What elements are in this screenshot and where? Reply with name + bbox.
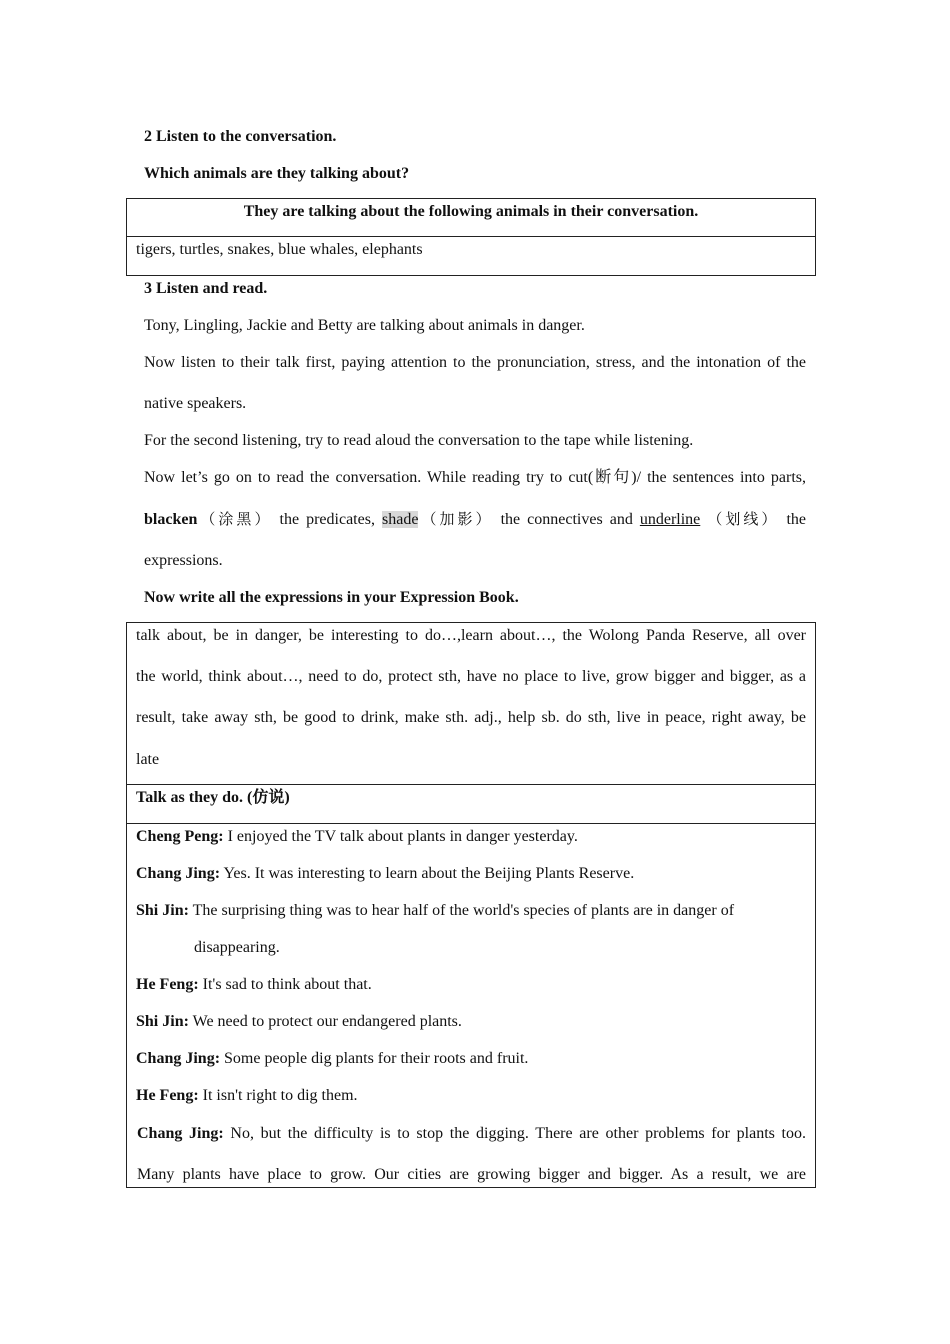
dialogue-text: Many plants have place to grow. Our cities are growing bigger and bigger. As a result, we are: [137, 1166, 806, 1183]
dialogue-line: [137, 1124, 806, 1144]
dialogue-line: [136, 1086, 358, 1106]
section2-question: Which animals are they talking about?: [144, 165, 410, 182]
dialogue-text: I enjoyed the TV talk about plants in danger yesterday.: [223, 828, 578, 845]
dialogue-text: No, but the difficulty is to stop the digging. There are other problems for plants too.: [223, 1125, 807, 1142]
expressions-line-2: the world, think about…, need to do, protect sth, have no place to live, grow bigger and bigger, as a: [136, 668, 806, 685]
connectives-text: the connectives and: [500, 511, 633, 528]
dialogue-line: [136, 1012, 462, 1032]
animals-table-answer: tigers, turtles, snakes, blue whales, elephants: [136, 241, 423, 258]
speaker-name: He Feng:: [136, 976, 199, 993]
write-instruction: Now write all the expressions in your Expression Book.: [144, 589, 519, 606]
speaker-name: Shi Jin:: [136, 1013, 189, 1030]
predicates-text: the predicates,: [279, 511, 375, 528]
table-divider: [126, 236, 816, 237]
speaker-name: Chang Jing:: [137, 1125, 224, 1142]
dialogue-line: [136, 827, 578, 847]
dialogue-text: The surprising thing was to hear half of the world's species of plants are in danger of: [188, 902, 735, 919]
dialogue-text: It isn't right to dig them.: [198, 1087, 358, 1104]
table-divider-2: [126, 823, 816, 824]
animals-table-header: They are talking about the following animals in their conversation.: [243, 203, 699, 220]
underline-cn: （划线）: [707, 510, 780, 528]
speaker-name: He Feng:: [136, 1087, 199, 1104]
section3-paragraph-3: For the second listening, try to read aloud the conversation to the tape while listening.: [144, 432, 694, 449]
the-word: the: [786, 511, 806, 528]
dialogue-text: We need to protect our endangered plants.: [188, 1013, 462, 1030]
expressions-line-3: result, take away sth, be good to drink, make sth. adj., help sb. do sth, live in peace, right away, be: [136, 709, 806, 726]
expressions-line-1: talk about, be in danger, be interesting to do…,learn about…, the Wolong Panda Reserve, all over: [136, 627, 806, 644]
dialogue-line: [136, 975, 372, 995]
shade-cn: （加影）: [418, 510, 494, 528]
section3-paragraph-1: Tony, Lingling, Jackie and Betty are talking about animals in danger.: [144, 317, 585, 334]
dialogue-text: Yes. It was interesting to learn about the Beijing Plants Reserve.: [220, 865, 635, 882]
speaker-name: Shi Jin:: [136, 902, 189, 919]
shade-word: shade: [381, 511, 419, 528]
section3-title: 3 Listen and read.: [144, 280, 268, 297]
dialogue-text: Some people dig plants for their roots and fruit.: [220, 1050, 529, 1067]
underline-word: underline: [639, 511, 701, 528]
section3-paragraph-4-line3: expressions.: [144, 552, 223, 569]
blacken-word: blacken: [144, 511, 198, 528]
dialogue-text: disappearing.: [194, 939, 280, 956]
blacken-cn: （涂黑）: [197, 510, 273, 528]
speaker-name: Chang Jing:: [136, 1050, 221, 1067]
speaker-name: Cheng Peng:: [136, 828, 224, 845]
dialogue-text: It's sad to think about that.: [198, 976, 372, 993]
section3-paragraph-2-line2: native speakers.: [144, 395, 247, 412]
dialogue-line: [136, 864, 634, 884]
dialogue-line-continued: [137, 1165, 806, 1185]
table-divider-1: [126, 784, 816, 785]
dialogue-line-continued: [194, 938, 280, 958]
section3-paragraph-4-line1: Now let’s go on to read the conversation. While reading try to cut(断句)/ the sentences into parts,: [144, 469, 806, 486]
dialogue-line: [136, 1049, 528, 1069]
talk-heading: Talk as they do. (仿说): [136, 789, 290, 806]
expressions-line-4: late: [136, 751, 160, 768]
speaker-name: Chang Jing:: [136, 865, 221, 882]
section3-paragraph-4-line2: [144, 509, 806, 530]
section3-paragraph-2-line1: Now listen to their talk first, paying attention to the pronunciation, stress, and the intonation of the: [144, 354, 806, 371]
dialogue-line: [136, 901, 734, 921]
section2-title: 2 Listen to the conversation.: [144, 128, 337, 145]
